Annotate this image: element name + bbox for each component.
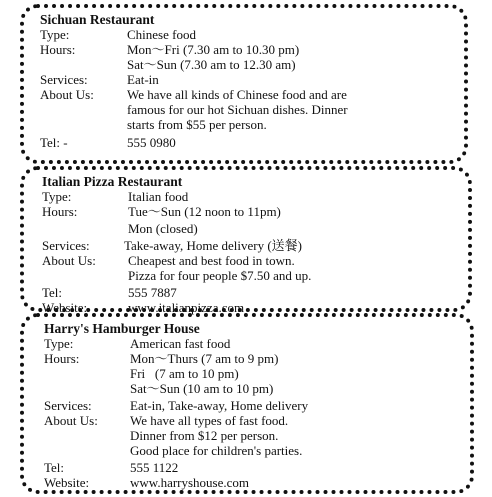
field-about bbox=[40, 87, 458, 132]
field-label: Website: bbox=[42, 300, 88, 315]
field-services bbox=[40, 72, 458, 87]
field-value: Mon (closed) bbox=[128, 221, 198, 236]
field-label: Type: bbox=[42, 189, 72, 204]
field-services bbox=[44, 398, 464, 413]
field-about bbox=[44, 413, 464, 458]
field-label: Services: bbox=[40, 72, 88, 87]
field-value: famous for our hot Sichuan dishes. Dinner bbox=[127, 102, 348, 117]
restaurant-card-sichuan bbox=[20, 4, 468, 164]
field-value: 555 1122 bbox=[130, 460, 179, 475]
field-label: About Us: bbox=[42, 253, 96, 268]
field-value: American fast food bbox=[130, 336, 231, 351]
field-value: Eat-in, Take-away, Home delivery bbox=[130, 398, 309, 413]
field-label: Tel: bbox=[42, 285, 63, 300]
field-website bbox=[44, 475, 464, 490]
field-about bbox=[42, 253, 462, 283]
restaurant-name: Sichuan Restaurant bbox=[40, 12, 155, 27]
field-hours bbox=[42, 204, 462, 236]
field-value: Take-away, Home delivery (送餐) bbox=[124, 238, 303, 253]
field-tel bbox=[44, 460, 464, 475]
field-value: 555 0980 bbox=[127, 135, 176, 150]
field-label: Type: bbox=[44, 336, 74, 351]
field-value: Pizza for four people $7.50 and up. bbox=[128, 268, 312, 283]
field-hours bbox=[40, 42, 458, 72]
field-label: Website: bbox=[44, 475, 90, 490]
field-tel bbox=[42, 285, 462, 300]
field-value: Tue～Sun (12 noon to 11pm) bbox=[128, 204, 281, 219]
field-value: 555 7887 bbox=[128, 285, 177, 300]
field-value: We have all types of fast food. bbox=[130, 413, 289, 428]
field-value: Fri (7 am to 10 pm) bbox=[130, 366, 239, 381]
field-label: Tel: bbox=[44, 460, 65, 475]
field-label: Services: bbox=[44, 398, 92, 413]
field-label: Hours: bbox=[40, 42, 76, 57]
field-value: Italian food bbox=[128, 189, 189, 204]
field-value: Cheapest and best food in town. bbox=[128, 253, 295, 268]
restaurant-name: Harry's Hamburger House bbox=[44, 321, 200, 336]
website-link: www.harryshouse.com bbox=[130, 475, 250, 490]
field-value: Eat-in bbox=[127, 72, 159, 87]
restaurant-card-harrys-hamburger bbox=[20, 313, 474, 494]
field-label: Services: bbox=[42, 238, 90, 253]
field-label: Hours: bbox=[44, 351, 80, 366]
field-label: About Us: bbox=[44, 413, 98, 428]
field-value: Mon～Thurs (7 am to 9 pm) bbox=[130, 351, 279, 366]
field-label: Hours: bbox=[42, 204, 78, 219]
field-label: About Us: bbox=[40, 87, 94, 102]
field-services bbox=[42, 238, 462, 253]
field-value: Dinner from $12 per person. bbox=[130, 428, 279, 443]
restaurant-name: Italian Pizza Restaurant bbox=[42, 174, 183, 189]
field-value: Mon～Fri (7.30 am to 10.30 pm) bbox=[127, 42, 300, 57]
field-value: Sat～Sun (7.30 am to 12.30 am) bbox=[127, 57, 296, 72]
field-type bbox=[40, 27, 458, 42]
field-value: We have all kinds of Chinese food and are bbox=[127, 87, 347, 102]
field-value: Good place for children's parties. bbox=[130, 443, 303, 458]
field-label: Type: bbox=[40, 27, 70, 42]
field-hours bbox=[44, 351, 464, 396]
field-value: Chinese food bbox=[127, 27, 196, 42]
field-type bbox=[42, 189, 462, 204]
field-tel bbox=[40, 135, 458, 150]
field-label: Tel: - bbox=[40, 135, 68, 150]
field-value: Sat～Sun (10 am to 10 pm) bbox=[130, 381, 274, 396]
field-value: starts from $55 per person. bbox=[127, 117, 267, 132]
website-link: www.italianpizza.com bbox=[128, 300, 245, 315]
field-type bbox=[44, 336, 464, 351]
restaurant-card-italian-pizza bbox=[20, 166, 472, 315]
